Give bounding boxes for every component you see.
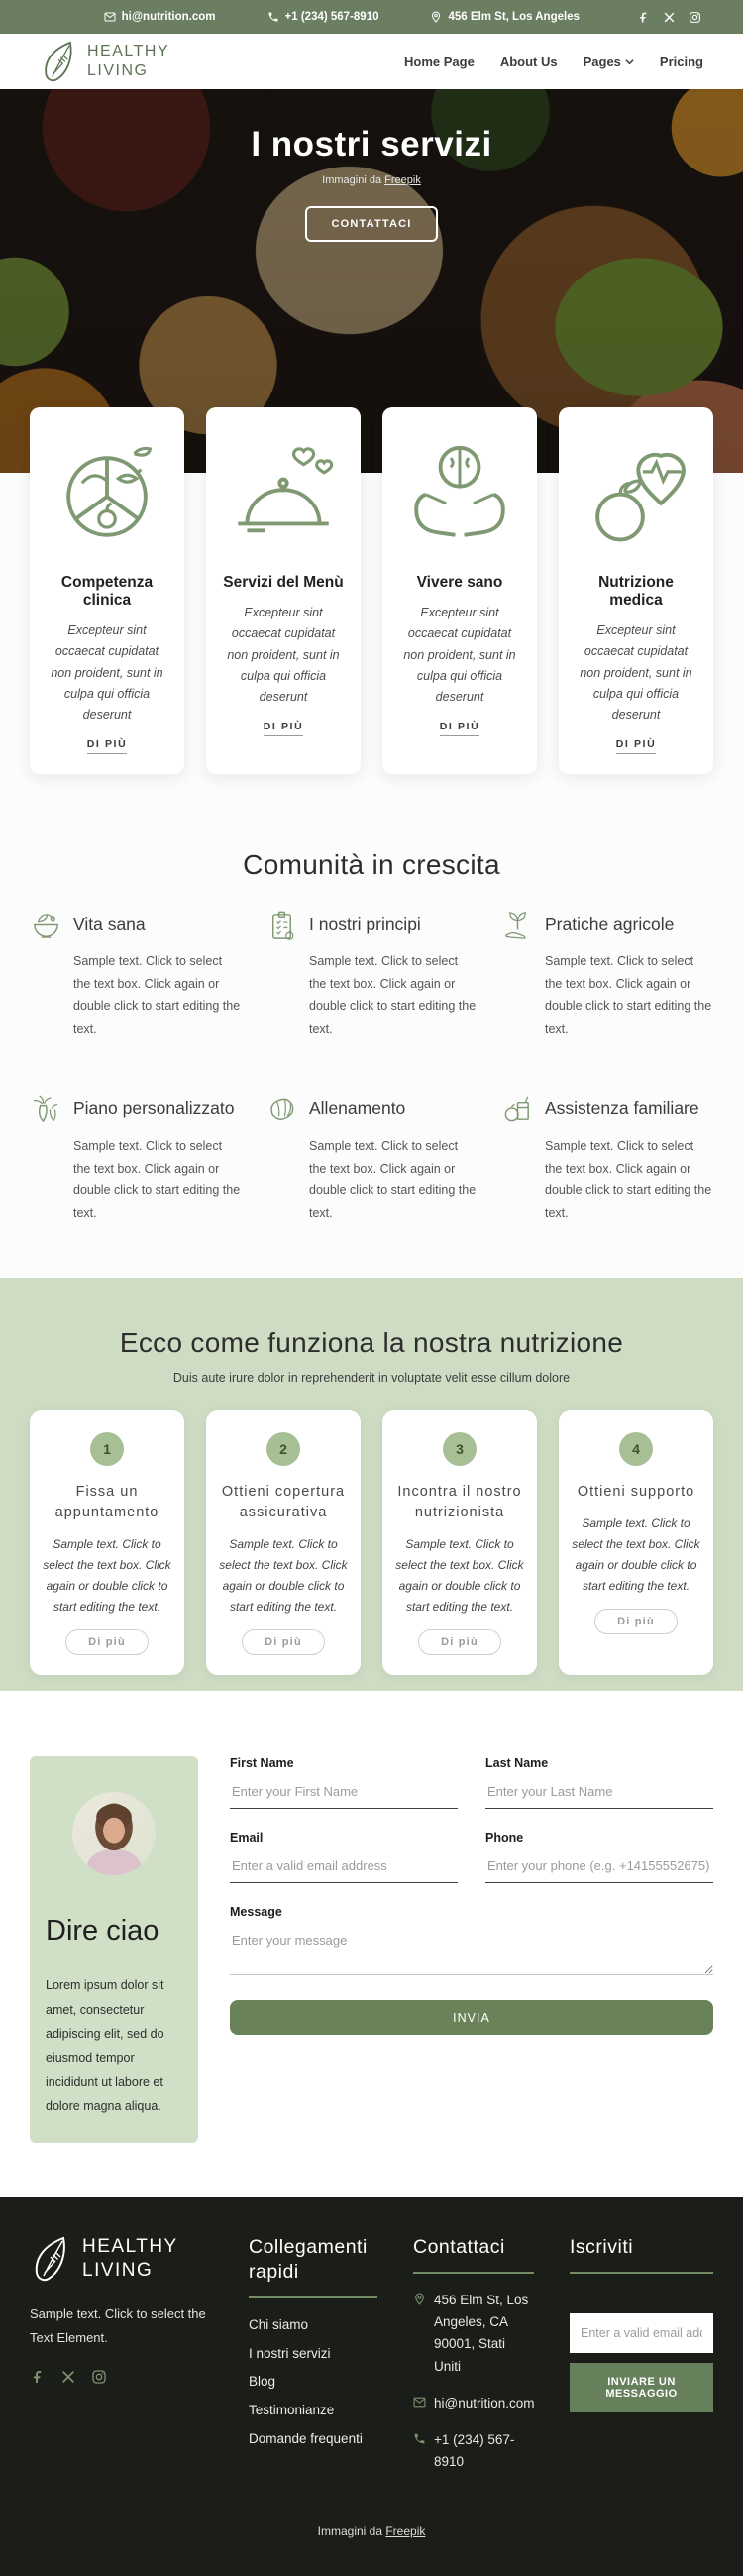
- nav-item-pages[interactable]: Pages: [584, 55, 634, 69]
- contact-info-card: [30, 1756, 198, 2142]
- footer-image-credit: Immagini da Freepik: [317, 2523, 426, 2538]
- phone-label: Phone: [485, 1831, 524, 1846]
- topbar-email-text: hi@nutrition.com: [121, 11, 216, 23]
- phone-icon: [267, 11, 279, 23]
- how-step-text: Sample text. Click to select the text box. Click again or double click to start editing the text.: [572, 1516, 700, 1594]
- contact-section: [0, 1691, 743, 2196]
- footer-social: [30, 2369, 213, 2385]
- service-card-medical-nutrition: [559, 407, 713, 774]
- instagram-icon[interactable]: [91, 2369, 107, 2385]
- message-label: Message: [230, 1905, 282, 1920]
- apple-heart-icon: [573, 433, 699, 560]
- x-twitter-icon[interactable]: [663, 11, 676, 24]
- nav-menu: [404, 55, 703, 69]
- freepik-link[interactable]: Freepik: [385, 2523, 426, 2538]
- how-grid: [30, 1410, 713, 1675]
- community-item-text: Sample text. Click to select the text box. Click again or double click to start editing the text.: [545, 1139, 712, 1220]
- envelope-icon: [104, 11, 116, 23]
- community-item-text: Sample text. Click to select the text box. Click again or double click to start editing the text.: [309, 1139, 477, 1220]
- service-title: Servizi del Menù: [223, 574, 344, 591]
- footer-subscribe-column: [570, 2235, 713, 2489]
- community-item-healthy-life: [30, 907, 242, 1040]
- footer-quicklinks-column: [249, 2235, 377, 2489]
- service-text: Excepteur sint occaecat cupidatat non proident, sunt in culpa qui officia deserunt: [403, 606, 516, 704]
- leaf-fork-logo-icon: [40, 40, 79, 83]
- topbar-address-text: 456 Elm St, Los Angeles: [448, 11, 580, 23]
- divider: [249, 2296, 377, 2298]
- hero-contact-button[interactable]: CONTATTACI: [305, 206, 437, 242]
- email-label: Email: [230, 1831, 264, 1846]
- community-item-text: Sample text. Click to select the text box. Click again or double click to start editing the text.: [545, 954, 712, 1036]
- last-name-label: Last Name: [485, 1756, 549, 1771]
- topbar-social: [637, 11, 701, 24]
- community-item-title: Pratiche agricole: [545, 914, 675, 935]
- how-card-insurance: [206, 1410, 361, 1675]
- service-title: Nutrizione medica: [598, 574, 674, 609]
- main-nav: [0, 34, 743, 89]
- divider: [570, 2272, 713, 2274]
- community-item-title: I nostri principi: [309, 914, 421, 935]
- hero-title: I nostri servizi: [251, 125, 492, 164]
- service-more-link[interactable]: DI PIÙ: [440, 721, 480, 736]
- nav-item-about[interactable]: About Us: [499, 54, 558, 69]
- phone-input[interactable]: [485, 1853, 713, 1883]
- email-input[interactable]: [230, 1853, 458, 1883]
- community-item-personal-plan: [30, 1091, 242, 1224]
- leaf-fork-logo-icon: [30, 2235, 73, 2283]
- footer-link-testimonials[interactable]: Testimonianze: [249, 2403, 335, 2417]
- salad-bowl-icon: [30, 909, 62, 942]
- subscribe-submit-button[interactable]: INVIARE UN MESSAGGIO: [570, 2363, 713, 2412]
- freepik-link[interactable]: Freepik: [384, 174, 421, 186]
- first-name-field-group: [230, 1756, 458, 1809]
- how-step-text: Sample text. Click to select the text box. Click again or double click to start editing the text.: [43, 1537, 171, 1615]
- footer-phone-link[interactable]: +1 (234) 567-8910: [434, 2432, 515, 2470]
- brand-logo[interactable]: [40, 40, 169, 83]
- footer-contact-heading: Contattaci: [413, 2235, 505, 2258]
- how-step-title: Fissa un appuntamento: [54, 1484, 159, 1521]
- how-card-nutritionist: [382, 1410, 537, 1675]
- map-pin-icon: [430, 11, 442, 23]
- nav-item-pricing[interactable]: Pricing: [659, 54, 703, 69]
- last-name-input[interactable]: [485, 1779, 713, 1809]
- services-row: [0, 407, 743, 774]
- menu-cloche-icon: [220, 433, 347, 560]
- service-title: Competenza clinica: [60, 574, 154, 609]
- footer-address: 456 Elm St, Los Angeles, CA 90001, Stati Uniti: [413, 2290, 534, 2378]
- carrots-icon: [30, 1093, 62, 1126]
- how-more-button[interactable]: Di più: [242, 1629, 325, 1655]
- community-item-text: Sample text. Click to select the text box. Click again or double click to start editing the text.: [309, 954, 477, 1036]
- community-grid: [30, 907, 713, 1224]
- apple-juice-icon: [501, 1093, 534, 1126]
- community-item-agriculture: [501, 907, 713, 1040]
- how-step-text: Sample text. Click to select the text box. Click again or double click to start editing the text.: [219, 1537, 348, 1615]
- topbar-address-link[interactable]: [430, 11, 580, 23]
- services-section: [0, 407, 743, 1278]
- message-textarea[interactable]: [230, 1928, 713, 1975]
- how-step-text: Sample text. Click to select the text box. Click again or double click to start editing the text.: [395, 1537, 524, 1615]
- how-subtitle: Duis aute irure dolor in reprehenderit in voluptate velit esse cillum dolore: [172, 1371, 571, 1386]
- envelope-icon: [413, 2393, 426, 2414]
- topbar: [0, 0, 743, 34]
- service-more-link[interactable]: DI PIÙ: [616, 738, 657, 754]
- community-item-principles: [265, 907, 478, 1040]
- footer-email: [413, 2393, 534, 2414]
- chevron-down-icon: [625, 57, 634, 66]
- service-text: Excepteur sint occaecat cupidatat non proident, sunt in culpa qui officia deserunt: [51, 623, 163, 722]
- contact-text: Lorem ipsum dolor sit amet, consectetur adipiscing elit, sed do eiusmod tempor incididunt ut labore et dolore magna aliqua.: [46, 1978, 164, 2114]
- lettuce-icon: [265, 1093, 298, 1126]
- divider: [413, 2272, 534, 2274]
- footer-grid: [30, 2235, 713, 2489]
- x-twitter-icon[interactable]: [60, 2369, 76, 2385]
- contact-heading: Dire ciao: [46, 1915, 159, 1948]
- nav-item-home[interactable]: Home Page: [404, 54, 475, 69]
- service-card-menu: [206, 407, 361, 774]
- community-section: [0, 774, 743, 1278]
- invia-submit-button[interactable]: INVIA: [230, 2000, 713, 2035]
- phone-icon: [413, 2429, 426, 2474]
- footer: [0, 2197, 743, 2576]
- service-title: Vivere sano: [416, 574, 503, 591]
- how-step-title: Ottieni copertura assicurativa: [221, 1484, 346, 1521]
- footer-brand-text: HEALTHY LIVING: [82, 2235, 178, 2281]
- map-pin-icon: [413, 2290, 426, 2378]
- step-number-badge: 2: [266, 1432, 300, 1466]
- facebook-icon[interactable]: [30, 2369, 46, 2385]
- how-more-button[interactable]: Di più: [65, 1629, 149, 1655]
- hero-image-credit: Immagini da Freepik: [322, 174, 421, 186]
- community-heading: Comunità in crescita: [243, 849, 500, 881]
- service-text: Excepteur sint occaecat cupidatat non proident, sunt in culpa qui officia deserunt: [580, 623, 692, 722]
- phone-field-group: [485, 1831, 713, 1883]
- footer-link-blog[interactable]: Blog: [249, 2374, 276, 2390]
- brand-text: HEALTHY LIVING: [87, 43, 170, 79]
- message-field-group: [230, 1905, 713, 1980]
- footer-link-faq[interactable]: Domande frequenti: [249, 2430, 363, 2446]
- community-item-title: Piano personalizzato: [73, 1098, 235, 1119]
- service-card-healthy-living: [382, 407, 537, 774]
- topbar-phone-text: +1 (234) 567-8910: [284, 11, 379, 23]
- community-item-text: Sample text. Click to select the text box. Click again or double click to start editing the text.: [73, 954, 241, 1036]
- step-number-badge: 3: [443, 1432, 477, 1466]
- how-heading: Ecco come funziona la nostra nutrizione: [119, 1327, 624, 1359]
- how-more-button[interactable]: Di più: [418, 1629, 501, 1655]
- step-number-badge: 4: [619, 1432, 653, 1466]
- first-name-input[interactable]: [230, 1779, 458, 1809]
- footer-link-about[interactable]: Chi siamo: [249, 2317, 309, 2333]
- last-name-field-group: [485, 1756, 713, 1809]
- how-it-works-section: [0, 1278, 743, 1691]
- community-item-title: Vita sana: [73, 914, 146, 935]
- community-item-family-assistance: [501, 1091, 713, 1224]
- footer-brand-logo[interactable]: [30, 2235, 213, 2283]
- how-card-support: [559, 1410, 713, 1675]
- hands-brain-icon: [396, 433, 523, 560]
- service-text: Excepteur sint occaecat cupidatat non proident, sunt in culpa qui officia deserunt: [227, 606, 340, 704]
- how-card-appointment: [30, 1410, 184, 1675]
- service-more-link[interactable]: DI PIÙ: [87, 738, 128, 754]
- footer-contact-column: [413, 2235, 534, 2489]
- contact-form: [230, 1756, 713, 2142]
- first-name-label: First Name: [230, 1756, 294, 1771]
- service-more-link[interactable]: DI PIÙ: [264, 721, 304, 736]
- topbar-phone-link[interactable]: [267, 11, 379, 23]
- footer-phone: [413, 2429, 534, 2474]
- sprout-hand-icon: [501, 909, 534, 942]
- quicklinks-list: [249, 2314, 377, 2449]
- service-card-clinical: [30, 407, 184, 774]
- community-item-title: Allenamento: [309, 1098, 406, 1119]
- how-step-title: Incontra il nostro nutrizionista: [397, 1484, 522, 1521]
- community-item-title: Assistenza familiare: [545, 1098, 699, 1119]
- quicklinks-heading: Collegamenti rapidi: [249, 2235, 368, 2283]
- how-more-button[interactable]: Di più: [594, 1609, 678, 1634]
- community-item-training: [265, 1091, 478, 1224]
- diet-plate-icon: [44, 433, 170, 560]
- footer-brand-column: [30, 2235, 213, 2489]
- footer-link-services[interactable]: I nostri servizi: [249, 2345, 331, 2361]
- instagram-icon[interactable]: [689, 11, 701, 24]
- how-step-title: Ottieni supporto: [577, 1484, 695, 1501]
- nutritionist-photo: [72, 1792, 156, 1875]
- clipboard-icon: [265, 909, 298, 942]
- community-item-text: Sample text. Click to select the text box. Click again or double click to start editing the text.: [73, 1139, 241, 1220]
- footer-email-link[interactable]: hi@nutrition.com: [434, 2395, 535, 2410]
- subscribe-heading: Iscriviti: [570, 2235, 634, 2258]
- email-field-group: [230, 1831, 458, 1883]
- topbar-email-link[interactable]: [104, 11, 216, 23]
- footer-blurb: Sample text. Click to select the Text Element.: [30, 2305, 206, 2346]
- facebook-icon[interactable]: [637, 11, 650, 24]
- step-number-badge: 1: [90, 1432, 124, 1466]
- subscribe-email-input[interactable]: [570, 2313, 713, 2353]
